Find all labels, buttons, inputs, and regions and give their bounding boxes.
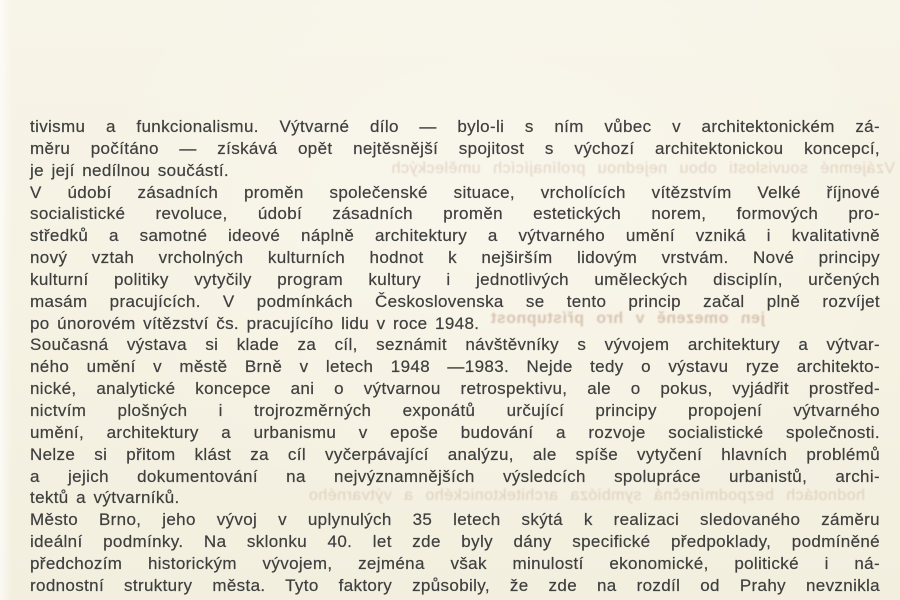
bleed-through-line: Vzájemné souvislosti obou nejednou prolínajících uměleckých (391, 160, 895, 177)
bleed-through-line: jen omezeně v hro přístupnost (490, 310, 765, 327)
text-line: nictvím plošných i trojrozměrných exponátů určující principy propojení výtvarného (30, 400, 880, 420)
text-line: socialistické revoluce, údobí zásadních proměn estetických norem, formových pro- (30, 204, 880, 224)
text-line: ideální podmínky. Na sklonku 40. let zde byly dány specifické předpoklady, podmíněné (30, 532, 880, 552)
text-line: rodnostní struktury města. Tyto faktory způsobily, že zde na rozdíl od Prahy nevznikla (30, 575, 880, 595)
text-line: Současná výstava si klade za cíl, seznámit návštěvníky s vývojem architektury a výtvar- (30, 335, 880, 355)
text-line: umění, architektury a urbanismu v epoše budování a rozvoje socialistické společnosti. (30, 422, 880, 442)
text-line: Město Brno, jeho vývoj v uplynulých 35 letech skýtá k realizaci sledovaného záměru (30, 510, 880, 530)
text-line: tektů a výtvarníků. (30, 488, 180, 508)
text-line: masám pracujících. V podmínkách Československa se tento princip začal plně rozvíjet (30, 291, 880, 311)
text-line: je její nedílnou součástí. (30, 160, 229, 180)
text-line: nový vztah vrcholných kulturních hodnot k nejširším lidovým vrstvám. Nové principy (30, 248, 880, 268)
text-line: kulturní politiky vytyčily program kultury i jednotlivých uměleckých disciplín, určených (30, 269, 880, 289)
text-line: a jejich dokumentování na nejvýznamnějších výsledcích spolupráce urbanistů, archi- (30, 466, 880, 486)
text-line: nické, analytické koncepce ani o výtvarnou retrospektivu, ale o pokus, vyjádřit prostřed- (30, 379, 880, 399)
bleed-through-line: hodnotách bezpodmínečná symbióza architektonického a výtvarného (308, 487, 865, 504)
text-line: měru počítáno — získává opět nejtěsnější spojitost s výchozí architektonickou koncepcí, (30, 138, 880, 158)
text-line: ného umění v městě Brně v letech 1948 —1983. Nejde tedy o výstavu ryze architekto- (30, 357, 880, 377)
text-line: V údobí zásadních proměn společenské situace, vrcholících vítězstvím Velké říjnové (30, 182, 880, 202)
body-text (30, 116, 880, 597)
text-line: předchozím historickým vývojem, zejména však minulostí ekonomické, politické i ná- (30, 553, 880, 573)
text-line: Nelze si přitom klást za cíl vyčerpávající analýzu, ale spíše vytyčení hlavních problémů (30, 444, 880, 464)
scan-edge (0, 0, 12, 600)
text-line: po únorovém vítězství čs. pracujícího lidu v roce 1948. (30, 313, 480, 333)
text-line: středků a samotné ideové náplně architektury a výtvarného umění vzniká i kvalitativně (30, 226, 880, 246)
text-line: tivismu a funkcionalismu. Výtvarné dílo — bylo-li s ním vůbec v architektonickém zá- (30, 117, 880, 136)
